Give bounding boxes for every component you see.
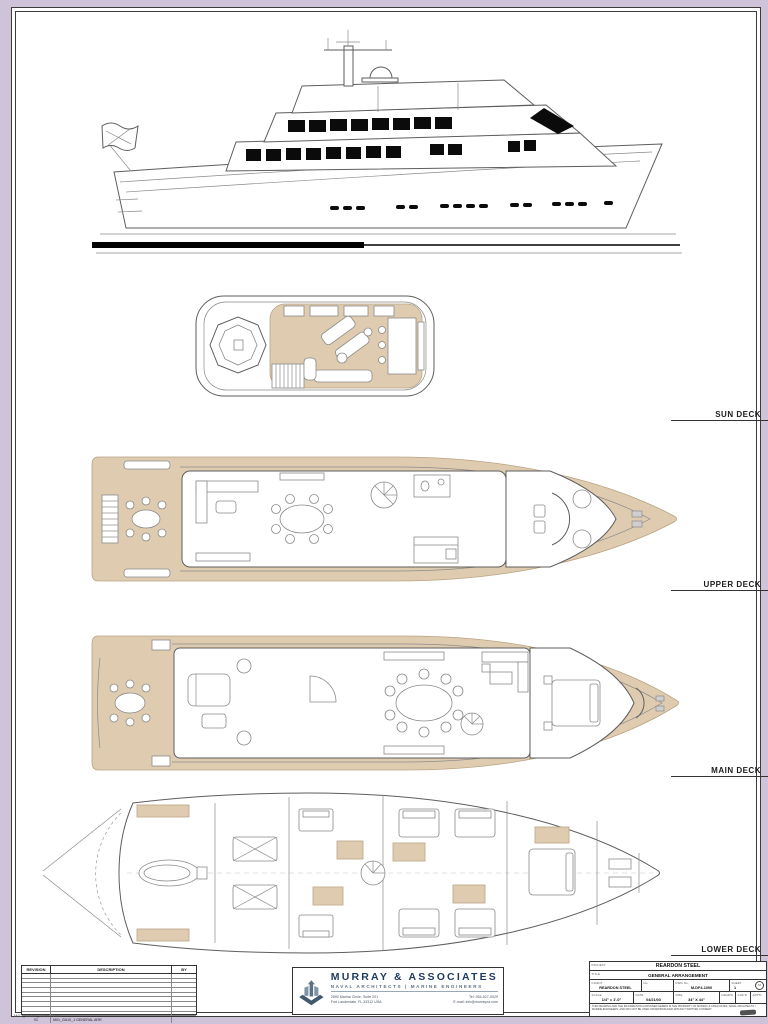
date-label: DATE (635, 992, 644, 997)
dwg-no-value: M-DF4-1000 (690, 986, 713, 990)
spa-tub (210, 317, 266, 373)
client-value: REARDON STEEL (599, 986, 632, 990)
stern-flag (102, 123, 138, 170)
lower-deck-plan (37, 787, 682, 959)
drawing-sheet (11, 7, 762, 1023)
no-label: No. (643, 980, 649, 985)
main-deck-plan (84, 618, 684, 788)
sun-deck-plan (192, 288, 442, 406)
firm-roundel-icon: M (755, 981, 764, 990)
revision-table-header (22, 966, 196, 974)
firm-name: MURRAY & ASSOCIATES (330, 971, 498, 983)
desc-col-header: DESCRIPTION (51, 966, 172, 973)
drawn-label: DRAWN (721, 992, 733, 997)
approved-label: APP'D (752, 992, 762, 997)
project-label: PROJECT (591, 962, 606, 967)
file-row-desc: M01_GA10_1 GENERAL ARR (51, 1017, 172, 1023)
firm-phone-email: Tel: 954-527-0029 E-mail: info@murrayna.com (453, 995, 498, 1005)
upper-stairs-spiral (371, 482, 397, 508)
title-block-info-row-1 (590, 980, 766, 992)
upper-dining-table (280, 505, 324, 533)
title-label: TITLE (591, 971, 601, 976)
sun-deck-label: SUN DECK (671, 410, 768, 421)
main-dining-table (396, 685, 452, 721)
by-col-header: BY (181, 967, 187, 972)
upper-pantry (414, 537, 458, 563)
title-block-note-row (590, 1004, 766, 1017)
title-block (589, 961, 767, 1017)
waterline (92, 234, 682, 253)
upper-day-head (414, 475, 450, 497)
sundeck-stairs (272, 364, 304, 388)
firm-tagline: NAVAL ARCHITECTS | MARINE ENGINEERS (331, 984, 498, 992)
file-row-by (172, 1017, 196, 1023)
yacht-profile-drawing (78, 20, 690, 262)
dwg-no-label: DWG No. (675, 980, 689, 985)
plot-stamp: M01_GA10_1 04/21/03 (14, 1013, 62, 1018)
satdome (370, 67, 392, 78)
vip-stateroom (529, 827, 575, 895)
scale-label: SCALE (591, 992, 602, 997)
proprietary-note: THIS DRAWING AND THE INFORMATION CONTAINED HEREIN IS THE PROPERTY OF MURRAY & ASSOCIATES, NAVAL ARCHITECTS / MARINE ENGINEERS, AND MAY NOT BE USED OR REPRODUCED WITHOUT WRITTEN CONSENT. (592, 1005, 756, 1012)
title-block-project-row (590, 962, 766, 971)
project-value: REARDON STEEL (655, 963, 701, 969)
master-bed (544, 676, 600, 730)
firm-logo-block (292, 967, 504, 1015)
murray-associates-trident-icon (298, 971, 325, 1015)
checked-label: CHK'D (737, 992, 747, 997)
drawing-title-value: GENERAL ARRANGEMENT (648, 973, 708, 978)
mast-and-radar (324, 30, 398, 86)
firm-address: 2890 Marina Circle, Suite 201 Fort Lauderdale, FL 33312 USA (330, 995, 382, 1005)
sheet-value: 1 (734, 986, 737, 990)
sheet-label: SHEET (731, 980, 742, 985)
title-block-info-row-2 (590, 992, 766, 1004)
file-row-rev: 01 (22, 1017, 51, 1023)
size-value: 34" X 44" (688, 998, 705, 1002)
size-label: SIZE (675, 992, 683, 997)
date-value: 04/21/03 (646, 998, 661, 1002)
lower-stairs-spiral (361, 861, 385, 885)
scale-value: 1/4" = 1'-0" (601, 998, 622, 1002)
rev-col-header: REVISION (22, 966, 51, 973)
client-label: CLIENT (591, 980, 603, 985)
lower-deck-label: LOWER DECK (671, 945, 768, 956)
title-block-title-row (590, 971, 766, 980)
upper-deck-plan (84, 435, 684, 603)
passerelle-swing-lines (43, 809, 121, 937)
upper-deck-label: UPPER DECK (671, 580, 768, 591)
main-stairs-spiral (461, 713, 483, 735)
main-deck-label: MAIN DECK (671, 766, 768, 777)
